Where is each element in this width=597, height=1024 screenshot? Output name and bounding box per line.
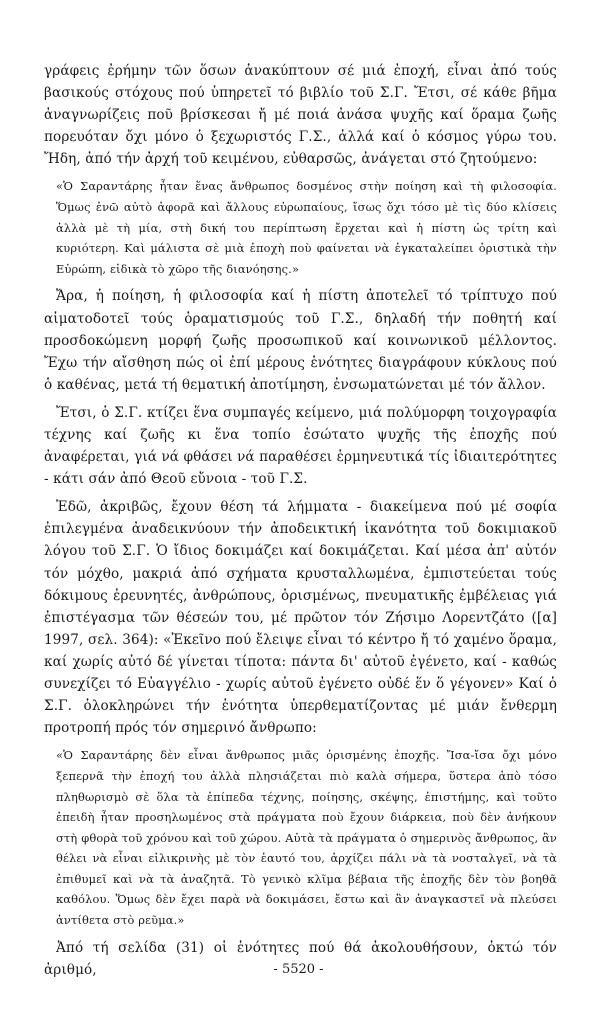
page-number: - 5520 - <box>273 962 324 977</box>
page-content <box>44 60 557 987</box>
paragraph-closing: Ἀπό τή σελίδα (31) οἱ ἑνότητες πού θά ἀκολουθήσουν, ὀκτώ τόν ἀριθμό, <box>44 939 557 978</box>
paragraph-mural: Ἔτσι, ὁ Σ.Γ. κτίζει ἕνα συμπαγές κείμενο, μιά πολύμορφη τοιχογραφία τέχνης καί ζωῆς κι ἕνα τοπίο ἐσώτατο ψυχῆς τῆς ἐποχῆς πού ἀναφέρεται, γιά νά φθάσει νά παραθέσει ἑρμηνευτικά τίς ἰδιαιτερότητες - κάτι σάν ἀπό Θεοῦ εὔνοια - τοῦ Γ.Σ. <box>44 404 558 488</box>
block-quote-modern-man: «Ὁ Σαραντάρης δὲν εἶναι ἄνθρωπος μιᾶς ὁρισμένης ἐποχῆς. Ἴσα-ἴσα ὄχι μόνο ξεπερνᾶ τὴν ἐποχή του ἀλλὰ πλησιάζεται πιὸ καλὰ σήμερα, ὕστερα ἀπὸ τόσο πληθωρισμὸ σὲ ὅλα τὰ ἐπίπεδα τέχνης, ποίησης, σκέψης, ἐπιστήμης, καὶ τοῦτο ἐπειδὴ ἦταν προσηλωμένος στὰ πράγματα ποὺ ἔχουν διάρκεια, ποὺ δὲν ἀνήκουν στὴ φθορὰ τοῦ χρόνου καὶ τοῦ χώρου. Αὐτὰ τὰ πράγματα ὁ σημερινὸς ἄνθρωπος, ἂν θέλει νὰ εἶναι εἰλικρινὴς μὲ τὸν ἑαυτό του, ἀρχίζει πάλι νὰ τὰ νοσταλγεῖ, νὰ τὰ ἐπιθυμεῖ καὶ νὰ τὰ ἀναζητᾶ. Τὸ γενικὸ κλῖμα βέβαια τῆς ἐποχῆς δὲν τὸν βοηθᾶ καθόλου. Ὅμως δὲν ἔχει παρὰ νὰ δοκιμάσει, ἔστω καὶ ἂν ἀναγκαστεῖ νὰ πλεύσει ἀντίθετα στὸ ρεῦμα.» <box>56 748 557 928</box>
block-quote-sarantaris-faith: «Ὁ Σαραντάρης ἦταν ἕνας ἄνθρωπος δοσμένος στὴν ποίηση καὶ τὴ φιλοσοφία. Ὅμως ἐνῶ αὐτὸ ἀφορᾶ καὶ ἄλλους εὐρωπαίους, ἴσως ὄχι τόσο μὲ τὶς δύο κλίσεις ἀλλὰ μὲ τὴ μία, στὴ δική του περίπτωση ἔρχεται καὶ ἡ πίστη ὡς τρίτη καὶ κυριότερη. Καὶ μάλιστα σὲ μιὰ ἐποχὴ ποὺ φαίνεται νὰ ἐγκαταλείπει ὁριστικὰ τὴν Εὐρώπη, εἰδικὰ τὸ χῶρο τῆς διανόησης.» <box>56 179 557 276</box>
paragraph-intro: γράφεις ἐρήμην τῶν ὅσων ἀνακύπτουν σέ μιά ἐποχή, εἶναι ἀπό τούς βασικούς στόχους πού ὑπηρετεῖ τό βιβλίο τοῦ Σ.Γ. Ἔτσι, σέ κάθε βῆμα ἀναγνωρίζεις ποῦ βρίσκεσαι ἤ μέ ποιά ἀνάσα ψυχῆς καί ὅραμα ζωῆς πορευόταν ὄχι μόνο ὁ ξεχωριστός Γ.Σ., ἀλλά καί ὁ κόσμος γύρω του. Ἤδη, ἀπό τήν ἀρχή τοῦ κειμένου, εὐθαρσῶς, ἀνάγεται στό ζητούμενο: <box>44 63 557 168</box>
paragraph-lemmata: Ἐδῶ, ἀκριβῶς, ἔχουν θέση τά λήμματα - διακείμενα πού μέ σοφία ἐπιλεγμένα ἀναδεικνύουν τήν ἀποδεικτική ἱκανότητα τοῦ δοκιμιακοῦ λόγου τοῦ Σ.Γ. Ὁ ἴδιος δοκιμάζει καί δοκιμάζεται. Καί μέσα ἀπ' αὐτόν τόν μόχθο, μακριά ἀπό σχήματα κρυσταλλωμένα, ἐμπιστεύεται τούς δόκιμους ἐρευνητές, ἀνθρώπους, ὁρισμένως, πνευματικῆς ἐμβέλειας γιά ἐπιστέγασμα τῶν θέσεών του, μέ πρῶτον τόν Ζήσιμο Λορεντζάτο ([α] 1997, σελ. 364): «Ἐκεῖνο πού ἔλειψε εἶναι τό κέντρο ἤ τό χαμένο ὅραμα, καί χωρίς αὐτό δέ γίνεται τίποτα: πάντα δι' αὐτοῦ ἐγένετο, καί - καθώς συνεχίζει τό Εὐαγγέλιο - χωρίς αὐτοῦ ἐγένετο οὐδέ ἕν ὅ γέγονεν» Καί ὁ Σ.Γ. ὁλοκληρώνει τήν ἑνότητα ὑπερθεματίζοντας μέ μιάν ἔνθερμη προτροπή πρός τόν σημερινό ἄνθρωπο: <box>44 499 557 737</box>
paragraph-triptych: Ἄρα, ἡ ποίηση, ἡ φιλοσοφία καί ἡ πίστη ἀποτελεῖ τό τρίπτυχο πού αἱματοδοτεῖ τούς ὁραματισμούς τοῦ Γ.Σ., δηλαδή τήν ποθητή καί προσδοκώμενη μορφή ζωῆς προσωπικοῦ καί κοινωνικοῦ μέλλοντος. Ἔχω τήν αἴσθηση πώς οἱ ἐπί μέρους ἑνότητες διαγράφουν κύκλους πού ὁ καθένας, μετά τή θεματική ἀποτίμηση, ἐνσωματώνεται μέ τόν ἄλλον. <box>44 288 557 393</box>
